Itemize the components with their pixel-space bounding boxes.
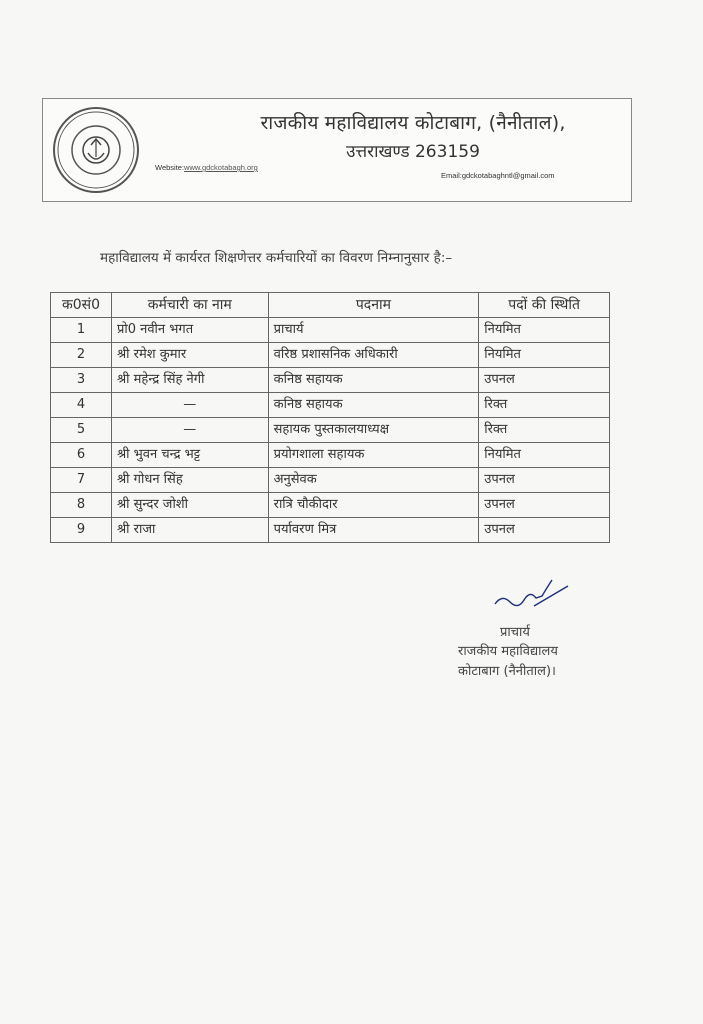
table-row bbox=[51, 493, 610, 518]
row-status: उपनल bbox=[479, 468, 610, 493]
row-serial: 9 bbox=[51, 518, 112, 543]
college-seal-icon bbox=[53, 107, 139, 193]
row-status: उपनल bbox=[479, 368, 610, 393]
email-line: Email:gdckotabaghntl@gmail.com bbox=[441, 171, 555, 180]
row-post: पर्यावरण मित्र bbox=[268, 518, 479, 543]
row-status: उपनल bbox=[479, 493, 610, 518]
table-row bbox=[51, 443, 610, 468]
header-status: पदों की स्थिति bbox=[479, 293, 610, 318]
row-serial: 7 bbox=[51, 468, 112, 493]
staff-table bbox=[50, 292, 610, 543]
state-pincode: उत्तराखण्ड 263159 bbox=[346, 142, 480, 162]
table-row bbox=[51, 318, 610, 343]
website-label: Website: bbox=[155, 163, 185, 172]
row-status: रिक्त bbox=[479, 393, 610, 418]
row-status: नियमित bbox=[479, 443, 610, 468]
table-header-row bbox=[51, 293, 610, 318]
header-serial: क0सं0 bbox=[51, 293, 112, 318]
row-name: — bbox=[111, 393, 268, 418]
header-name: कर्मचारी का नाम bbox=[111, 293, 268, 318]
row-post: रात्रि चौकीदार bbox=[268, 493, 479, 518]
row-status: नियमित bbox=[479, 318, 610, 343]
table-row bbox=[51, 418, 610, 443]
header-post: पदनाम bbox=[268, 293, 479, 318]
row-post: कनिष्ठ सहायक bbox=[268, 368, 479, 393]
row-name: प्रो0 नवीन भगत bbox=[111, 318, 268, 343]
row-name: श्री राजा bbox=[111, 518, 268, 543]
row-status: नियमित bbox=[479, 343, 610, 368]
row-serial: 1 bbox=[51, 318, 112, 343]
table-row bbox=[51, 518, 610, 543]
row-status: रिक्त bbox=[479, 418, 610, 443]
intro-text: महाविद्यालय में कार्यरत शिक्षणेत्तर कर्मचारियों का विवरण निम्नानुसार है:– bbox=[100, 250, 453, 266]
table-row bbox=[51, 468, 610, 493]
row-serial: 6 bbox=[51, 443, 112, 468]
row-serial: 4 bbox=[51, 393, 112, 418]
table-row bbox=[51, 343, 610, 368]
signature-scribble bbox=[490, 576, 570, 620]
row-post: प्रयोगशाला सहायक bbox=[268, 443, 479, 468]
row-name: श्री गोधन सिंह bbox=[111, 468, 268, 493]
row-post: अनुसेवक bbox=[268, 468, 479, 493]
institution-name: राजकीय महाविद्यालय कोटाबाग, (नैनीताल), bbox=[260, 112, 566, 134]
signatory-place: कोटाबाग (नैनीताल)। bbox=[458, 664, 556, 679]
row-name: श्री सुन्दर जोशी bbox=[111, 493, 268, 518]
signatory-college: राजकीय महाविद्यालय bbox=[458, 644, 558, 659]
table-row bbox=[51, 368, 610, 393]
row-status: उपनल bbox=[479, 518, 610, 543]
row-name: श्री रमेश कुमार bbox=[111, 343, 268, 368]
row-name: श्री महेन्द्र सिंह नेगी bbox=[111, 368, 268, 393]
row-name: — bbox=[111, 418, 268, 443]
row-post: सहायक पुस्तकालयाध्यक्ष bbox=[268, 418, 479, 443]
website-line bbox=[155, 163, 258, 172]
row-serial: 5 bbox=[51, 418, 112, 443]
row-name: श्री भुवन चन्द्र भट्ट bbox=[111, 443, 268, 468]
row-post: कनिष्ठ सहायक bbox=[268, 393, 479, 418]
table-row bbox=[51, 393, 610, 418]
row-post: वरिष्ठ प्रशासनिक अधिकारी bbox=[268, 343, 479, 368]
row-serial: 2 bbox=[51, 343, 112, 368]
website-link[interactable]: www.gdckotabagh.org bbox=[184, 163, 258, 172]
row-serial: 8 bbox=[51, 493, 112, 518]
row-serial: 3 bbox=[51, 368, 112, 393]
signatory-title: प्राचार्य bbox=[500, 625, 530, 640]
letterhead bbox=[42, 98, 632, 202]
row-post: प्राचार्य bbox=[268, 318, 479, 343]
